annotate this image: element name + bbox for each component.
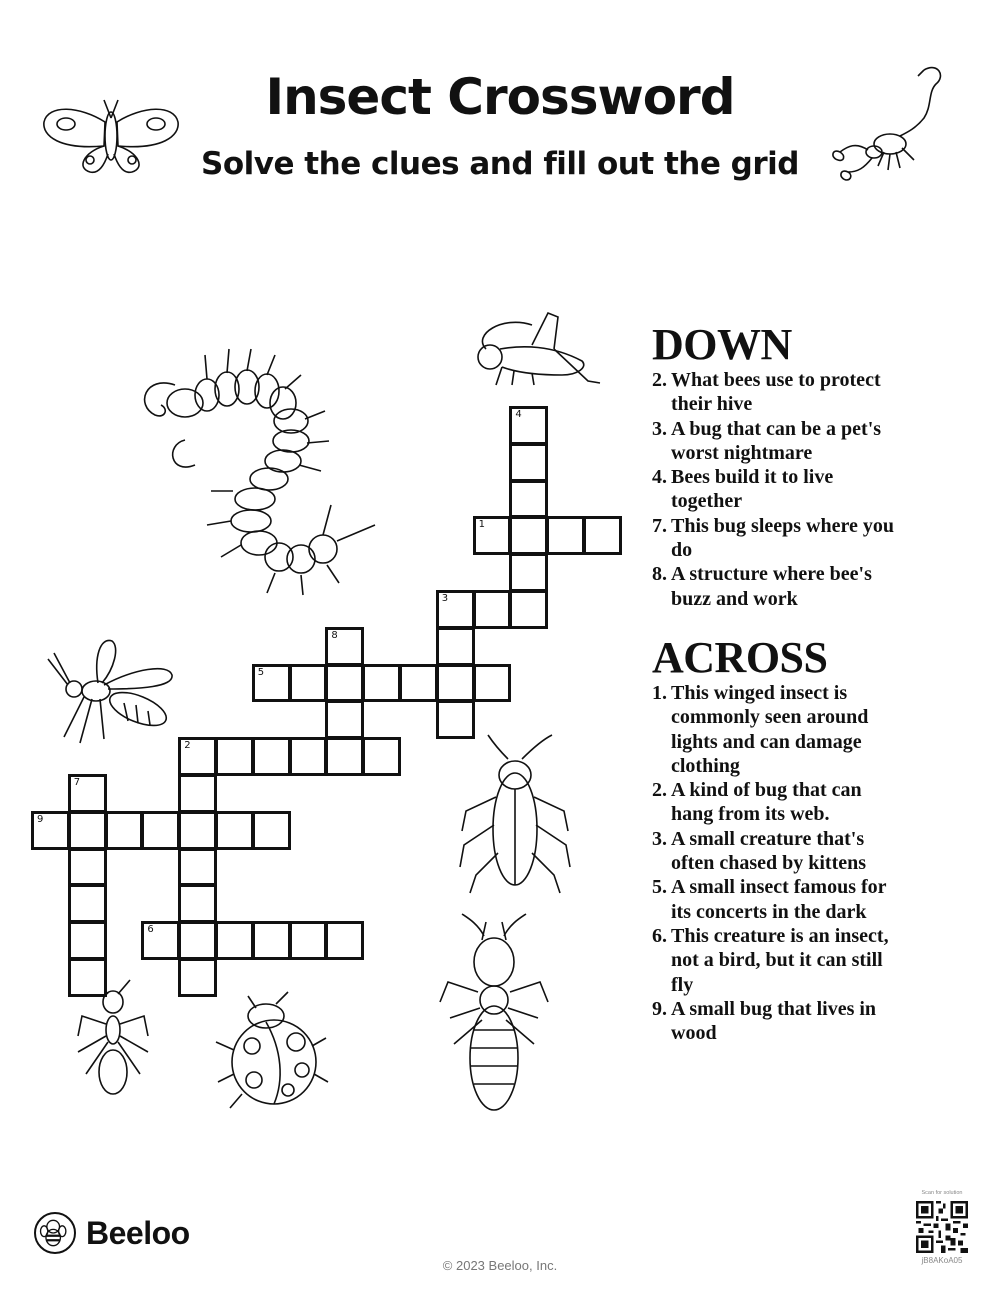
crossword-cell[interactable] [178,811,217,850]
crossword-cell[interactable] [178,737,217,776]
moth-illustration [40,96,182,176]
crossword-cell[interactable] [546,516,585,555]
brand-logo[interactable] [34,1212,190,1254]
clue-down-8: 8. A structure where bee's buzz and work [652,563,872,610]
crossword-cell[interactable] [362,737,401,776]
crossword-cell[interactable] [436,590,475,629]
across-clues [652,635,897,1045]
crossword-cell[interactable] [215,737,254,776]
crossword-cell[interactable] [436,664,475,703]
termite-illustration [438,910,550,1115]
crossword-cell[interactable] [509,480,548,519]
crossword-cell[interactable] [31,811,70,850]
crossword-cell[interactable] [325,921,364,960]
crossword-cell[interactable] [509,590,548,629]
crossword-cell[interactable] [68,921,107,960]
crossword-cell[interactable] [289,737,328,776]
brand-name: Beeloo [86,1214,190,1251]
cockroach-illustration [448,735,583,895]
clue-across-3: 3. A small creature that's often chased by kittens [652,827,867,875]
ant-illustration [72,978,154,1110]
crossword-cell[interactable] [68,958,107,997]
crossword-cell[interactable] [105,811,144,850]
crossword-cell[interactable] [473,516,512,555]
clue-number: 6 [147,924,154,936]
clue-across-2: 2. A kind of bug that can hang from its web. [652,779,862,826]
centipede-illustration [135,345,385,610]
crossword-cell[interactable] [215,921,254,960]
clue-number: 8 [331,629,338,641]
crossword-cell[interactable] [325,664,364,703]
crossword-cell[interactable] [583,516,622,555]
clue-down-3: 3. A bug that can be a pet's worst nightmare [652,417,882,464]
clue-across-5: 5. A small insect famous for its concerts in the dark [652,876,887,923]
crossword-cell[interactable] [325,737,364,776]
crossword-cell[interactable] [178,921,217,960]
across-heading: ACROSS [652,633,828,682]
crossword-cell[interactable] [325,627,364,666]
crossword-cell[interactable] [215,811,254,850]
crossword-cell[interactable] [289,921,328,960]
crossword-cell[interactable] [509,553,548,592]
clue-number: 9 [37,813,44,825]
crossword-cell[interactable] [68,811,107,850]
crossword-cell[interactable] [509,443,548,482]
crossword-cell[interactable] [68,884,107,923]
page-title: Insect Crossword [265,68,735,126]
qr-code-id: jB8AKoA05 [921,1256,963,1265]
scorpion-illustration [828,62,958,182]
crossword-cell[interactable] [509,516,548,555]
crossword-cell[interactable] [362,664,401,703]
crossword-cell[interactable] [68,774,107,813]
clue-down-4: 4. Bees build it to live together [652,466,834,513]
clue-number: 5 [257,666,265,678]
clue-across-6: 6. This creature is an insect, not a bird, but it can still fly [652,924,889,996]
qr-label: Scan for solution [921,1190,963,1196]
solution-qr[interactable] [912,1190,972,1265]
wasp-illustration [44,633,176,748]
down-heading: DOWN [652,320,792,369]
crossword-cell[interactable] [141,811,180,850]
clue-across-1: 1. This winged insect is commonly seen around lights and can damage clothing [652,682,869,777]
clue-number: 2 [184,740,191,752]
page-subtitle: Solve the clues and fill out the grid [201,146,799,182]
clue-down-7: 7. This bug sleeps where you do [652,514,895,562]
clue-number: 7 [73,777,81,788]
crossword-cell[interactable] [436,700,475,739]
crossword-cell[interactable] [325,700,364,739]
clue-across-9: 9. A small bug that lives in wood [652,997,877,1045]
crossword-cell[interactable] [141,921,180,960]
crossword-cell[interactable] [509,406,548,445]
crossword-cell[interactable] [252,811,291,850]
crossword-cell[interactable] [473,664,512,703]
crossword-cell[interactable] [473,590,512,629]
crossword-cell[interactable] [252,664,291,703]
crossword-cell[interactable] [252,737,291,776]
clue-number: 1 [478,519,485,531]
crossword-cell[interactable] [289,664,328,703]
crossword-cell[interactable] [436,627,475,666]
clue-down-2: 2. What bees use to protect their hive [652,369,881,416]
copyright-text: © 2023 Beeloo, Inc. [442,1258,558,1273]
grasshopper-illustration [462,305,602,390]
crossword-cell[interactable] [178,774,217,813]
ladybug-illustration [212,990,330,1112]
crossword-cell[interactable] [399,664,438,703]
crossword-cell[interactable] [68,848,107,887]
crossword-cell[interactable] [178,848,217,887]
bee-logo-icon [34,1212,76,1254]
crossword-cell[interactable] [252,921,291,960]
crossword-cell[interactable] [178,958,217,997]
clue-number: 4 [515,409,522,420]
down-clues [652,322,897,611]
qr-code-icon [916,1201,968,1253]
crossword-cell[interactable] [178,884,217,923]
clue-number: 3 [441,593,449,604]
